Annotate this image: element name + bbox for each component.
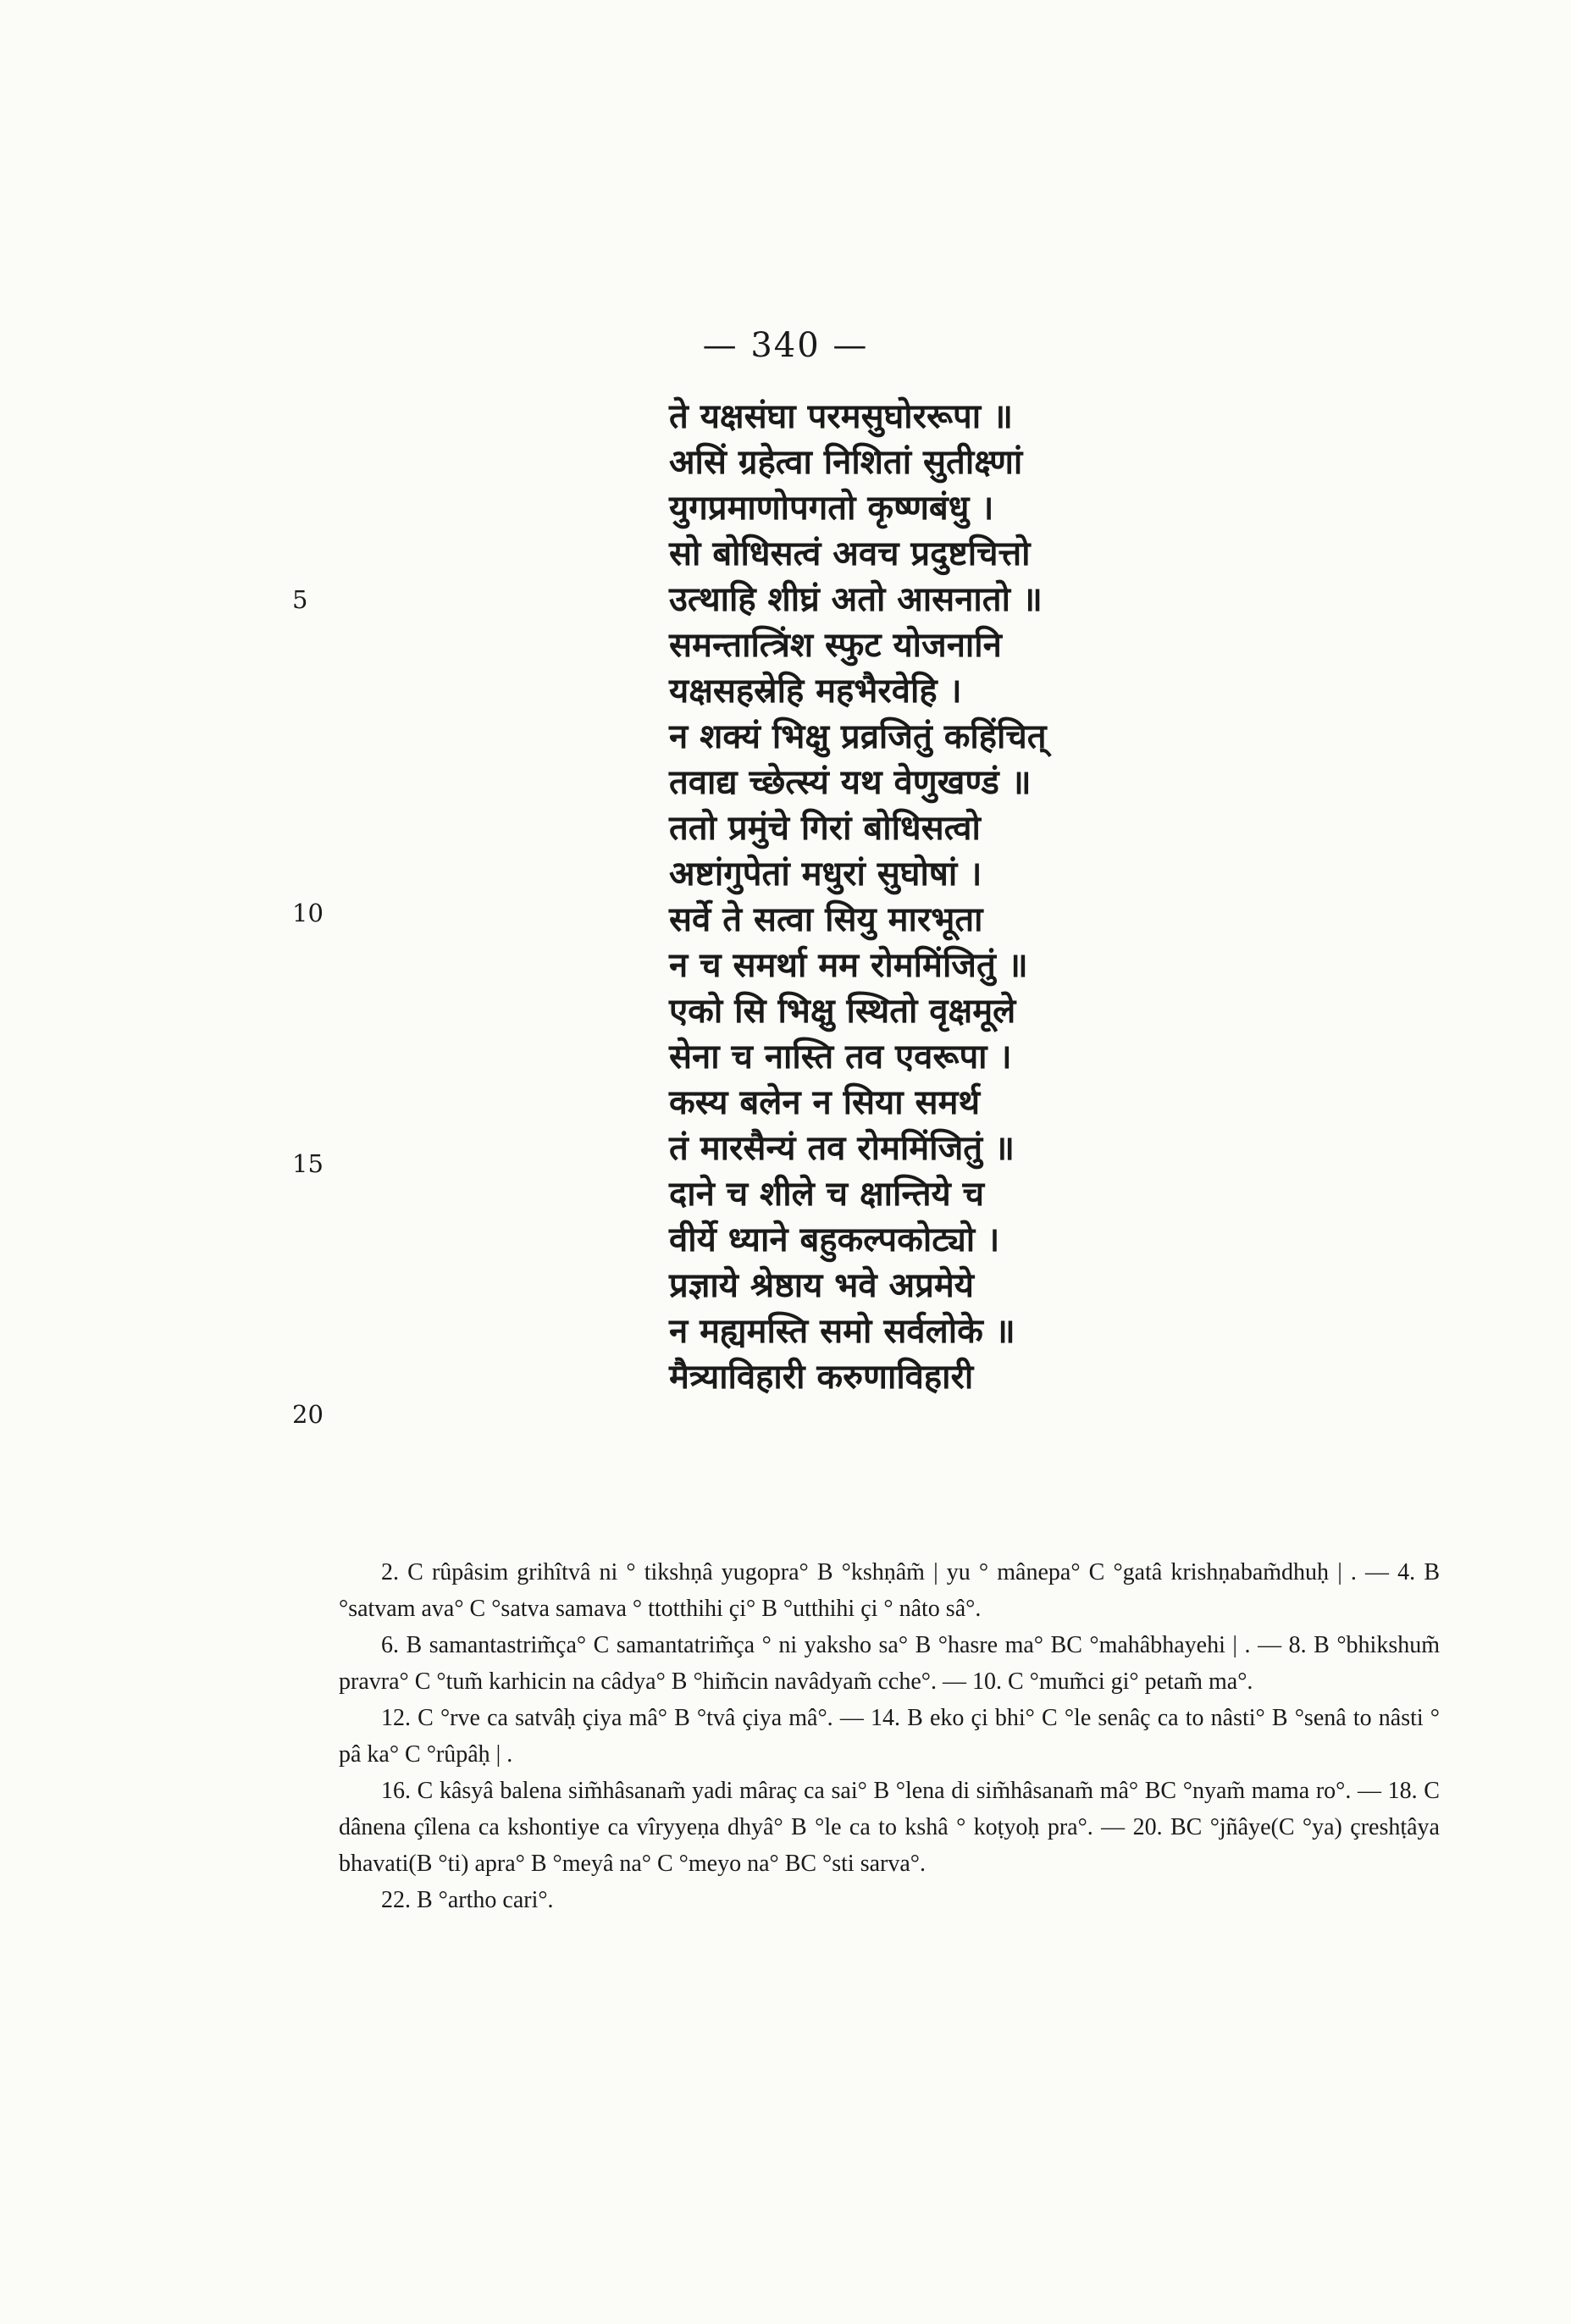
verse-line: न च समर्था मम रोममिंजितुं ॥ [669,946,1028,985]
verse-line: सर्वे ते सत्वा सियु मारभूता [669,900,983,939]
line-number-20: 20 [292,1400,324,1429]
line-number-15: 15 [292,1149,324,1178]
footnote-12: 12. C °rve ca satvâḥ çiya mâ° B °tvâ çiya mâ°. — 14. B eko çi bhi° C °le senâç ca to nâsti° B °senâ to nâsti ° pâ ka° C °rûpâḥ | . [339,1705,1440,1768]
verse-line: उत्थाहि शीघ्रं अतो आसनातो ॥ [669,580,1043,619]
verse-line: कस्य बलेन न सिया समर्थ [669,1083,981,1122]
verse-line: युगप्रमाणोपगतो कृष्णबंधु । [669,489,994,528]
verse-line: दाने च शीले च क्षान्तिये च [669,1175,985,1214]
verse-line: सो बोधिसत्वं अवच प्रदुष्टचित्तो [669,534,1031,573]
verse-line: यक्षसहस्रेहि महभैरवेहि । [669,672,962,711]
verse-line: न शक्यं भिक्षु प्रव्रजितुं कहिंचित् [669,717,1047,756]
verse-line: समन्तात्त्रिंश स्फुट योजनानि [669,626,1002,665]
footnote-22: 22. B °artho cari°. [381,1887,554,1913]
verse-line: न मह्यमस्ति समो सर्वलोके ॥ [669,1312,1015,1351]
footnote-16: 16. C kâsyâ balena sim̃hâsanam̃ yadi mâraç ca sai° B °lena di sim̃hâsanam̃ mâ° BC °nyam̃ mama ro°. — 18. C dânena çîlena ca kshontiye ca vîryyeṇa dhyâ° B °le ca to kshâ ° koṭyoḥ pra°. — 20. BC °jñâye(C °ya) çreshṭâya bhavati(B °ti) apra° B °meyâ na° C °meyo na° BC °sti sarva°. [339,1778,1440,1877]
verse-line: तं मारसैन्यं तव रोममिंजितुं ॥ [669,1129,1015,1168]
line-number-5: 5 [292,585,308,614]
verse-line: ततो प्रमुंचे गिरां बोधिसत्वो [669,809,981,848]
line-number-10: 10 [292,899,324,927]
footnotes [339,1554,1440,1918]
verse-line: असिं ग्रहेत्वा निशितां सुतीक्ष्णां [669,443,1023,482]
verse-line: ते यक्षसंघा परमसुघोररूपा ॥ [669,397,1014,436]
footnote-6: 6. B samantastrim̃ça° C samantatrim̃ça ° ni yaksho sa° B °hasre ma° BC °mahâbhayehi | . — 8. B °bhikshum̃ pravra° C °tum̃ karhicin na câdya° B °him̃cin navâdyam̃ cche°. — 10. C °mum̃ci gi° petam̃ ma°. [339,1632,1440,1695]
verse-line: प्रज्ञाये श्रेष्ठाय भवे अप्रमेये [669,1266,974,1305]
verse-line: सेना च नास्ति तव एवरूपा । [669,1038,1012,1076]
page-number: — 340 — [702,326,869,365]
verse-line: तवाद्य च्छेत्स्यं यथ वेणुखण्डं ॥ [669,763,1032,802]
verse-line: अष्टांगुपेतां मधुरां सुघोषां । [669,855,982,894]
sanskrit-verses [661,394,1047,1400]
verse-line: मैत्र्याविहारी करुणाविहारी [669,1358,974,1397]
footnote-2: 2. C rûpâsim grihîtvâ ni ° tikshṇâ yugopra° B °kshṇâm̃ | yu ° mânepa° C °gatâ krishṇabam̃dhuḥ | . — 4. B °satvam ava° C °satva samava ° ttotthihi çi° B °utthihi çi ° nâto sâ°. [339,1559,1440,1622]
verse-line: एको सि भिक्षु स्थितो वृक्षमूले [669,992,1016,1031]
verse-line: वीर्ये ध्याने बहुकल्पकोट्यो । [669,1220,1000,1259]
